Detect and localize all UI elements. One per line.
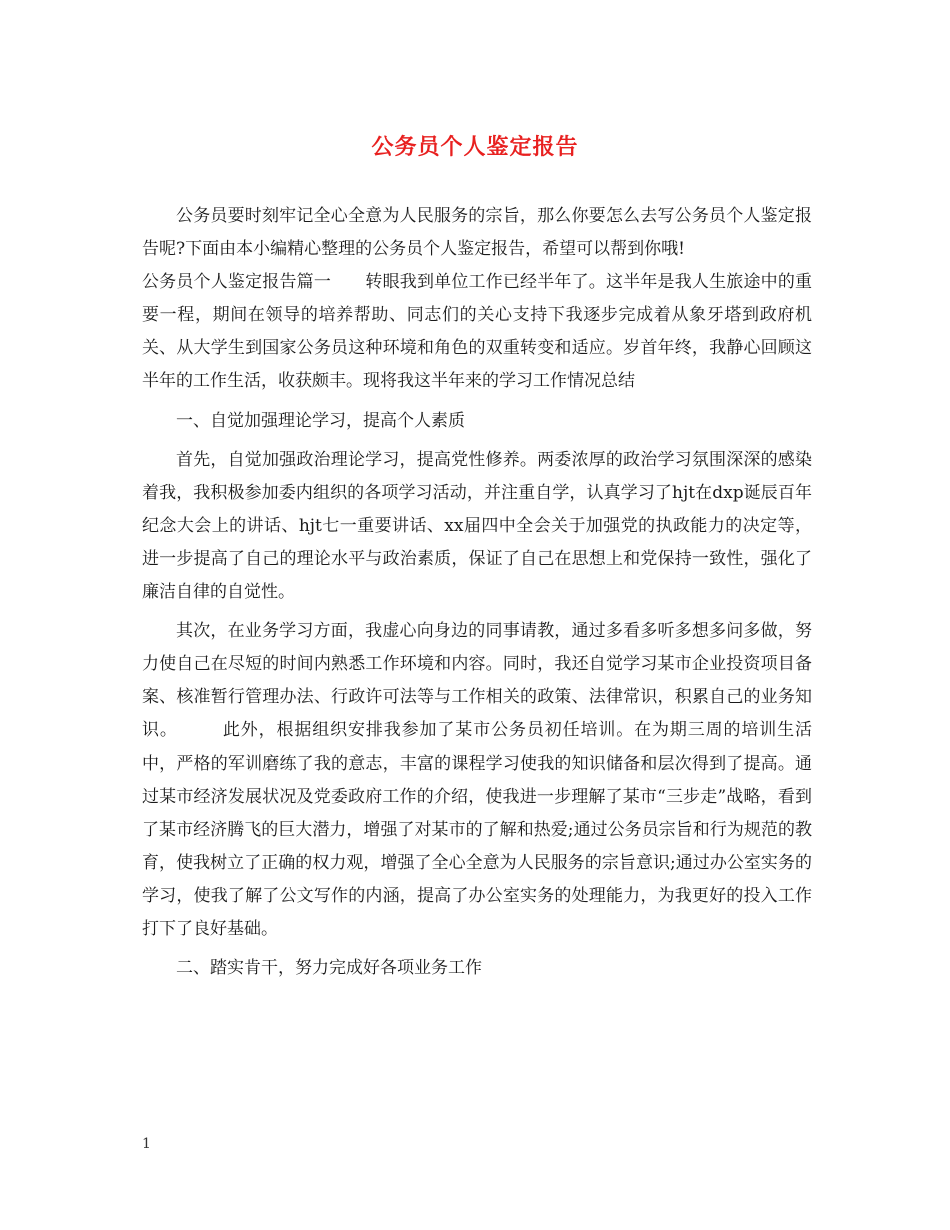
document-title: 公务员个人鉴定报告 (371, 135, 579, 160)
intro-paragraph: 公务员要时刻牢记全心全意为人民服务的宗旨，那么你要怎么去写公务员个人鉴定报告呢?下面由本小编精心整理的公务员个人鉴定报告，希望可以帮到你哦! (142, 206, 812, 260)
section-heading-theory-study: 一、自觉加强理论学习，提高个人素质 (176, 410, 465, 431)
document-body (142, 200, 812, 985)
page-number: 1 (142, 1136, 151, 1152)
report-section-one-paragraph: 公务员个人鉴定报告篇一 转眼我到单位工作已经半年了。这半年是我人生旅途中的重要一程，期间在领导的培养帮助、同志们的关心支持下我逐步完成着从象牙塔到政府机关、从大学生到国家公务员这种环境和角色的双重转变和适应。岁首年终，我静心回顾这半年的工作生活，收获颇丰。现将我这半年来的学习工作情况总结 (142, 272, 812, 392)
political-study-paragraph: 首先，自觉加强政治理论学习，提高党性修养。两委浓厚的政治学习氛围深深的感染着我，我积极参加委内组织的各项学习活动，并注重自学，认真学习了hjt在dxp诞辰百年纪念大会上的讲话、hjt七一重要讲话、xx届四中全会关于加强党的执政能力的决定等，进一步提高了自己的理论水平与政治素质，保证了自己在思想上和党保持一致性，强化了廉洁自律的自觉性。 (142, 449, 812, 603)
business-study-paragraph: 其次，在业务学习方面，我虚心向身边的同事请教，通过多看多听多想多问多做，努力使自己在尽短的时间内熟悉工作环境和内容。同时，我还自觉学习某市企业投资项目备案、核准暂行管理办法、行政许可法等与工作相关的政策、法律常识，积累自己的业务知识。 此外，根据组织安排我参加了某市公务员初任培训。在为期三周的培训生活中，严格的军训磨练了我的意志，丰富的课程学习使我的知识储备和层次得到了提高。通过某市经济发展状况及党委政府工作的介绍，使我进一步理解了某市“三步走”战略，看到了某市经济腾飞的巨大潜力，增强了对某市的了解和热爱;通过公务员宗旨和行为规范的教育，使我树立了正确的权力观，增强了全心全意为人民服务的宗旨意识;通过办公室实务的学习，使我了解了公文写作的内涵，提高了办公室实务的处理能力，为我更好的投入工作打下了良好基础。 (142, 621, 812, 939)
section-heading-business-work: 二、踏实肯干，努力完成好各项业务工作 (176, 958, 482, 979)
